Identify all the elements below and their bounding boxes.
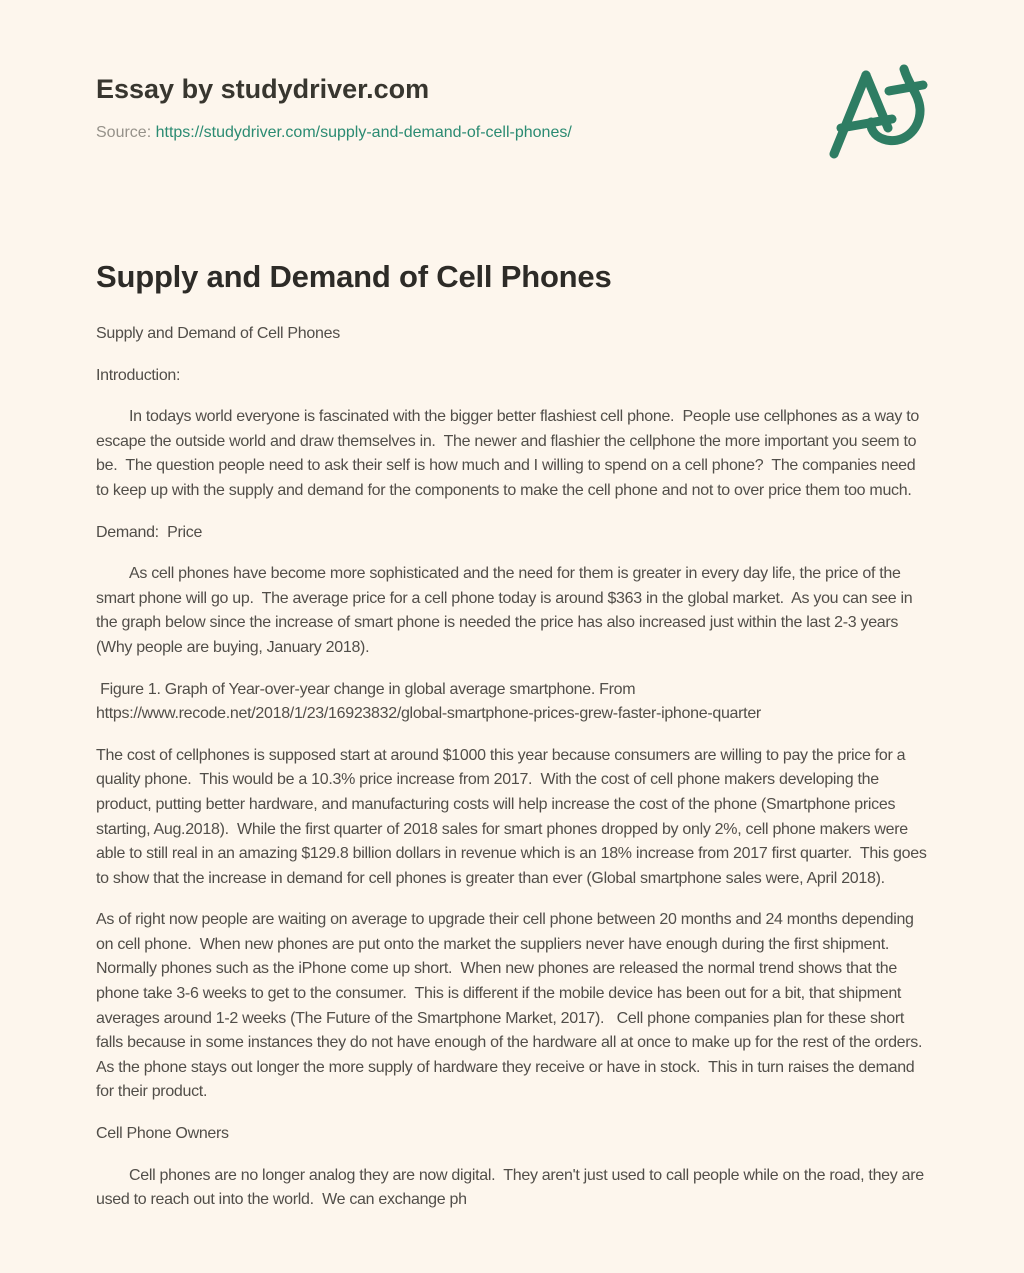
paragraph-cell-phone-owners: Cell phones are no longer analog they are now digital. They aren't just used to call people while on the road, they are used to reach out into the world. We can exchange ph (96, 1166, 929, 1209)
figure-caption (96, 678, 928, 727)
studydriver-logo (826, 62, 930, 164)
paragraph-demand-price: As cell phones have become more sophisticated and the need for them is greater in every day life, the price of the smart phone will go up. The average price for a cell phone today is around $363 in the global market. As you can see in the graph below since the increase of smart phone is needed the price has also increased just within the last 2-3 years (Why people are buying, January 2018). (96, 565, 917, 656)
section-heading-cell-phone-owners: Cell Phone Owners (96, 1125, 229, 1143)
paragraph-upgrade-cycle: As of right now people are waiting on average to upgrade their cell phone between 20 months and 24 months depending on cell phone. When new phones are put onto the market the suppliers never have enough during the first shipment. Normally phones such as the iPhone come up short. When new phones are released the normal trend shows that the phone take 3-6 weeks to get to the consumer. This is different if the mobile device has been out for a bit, that shipment averages around 1-2 weeks (The Future of the Smartphone Market, 2017). Cell phone companies plan for these short falls because in some instances they do not have enough of the hardware all at once to make up for the rest of the orders. As the phone stays out longer the more supply of hardware they receive or have in stock. This in turn raises the demand for their product. (96, 911, 930, 1101)
source-label: Source: (96, 124, 152, 141)
source-line (96, 121, 928, 145)
figure-source-url: https://www.recode.net/2018/1/23/16923832/global-smartphone-prices-grew-faster-iphone-quarter (96, 705, 761, 723)
source-link[interactable]: https://studydriver.com/supply-and-demand-of-cell-phones/ (155, 124, 572, 141)
figure-caption-text: Figure 1. Graph of Year-over-year change in global average smartphone. From (96, 680, 640, 698)
section-heading-introduction: Introduction: (96, 366, 181, 384)
essay-subtitle: Supply and Demand of Cell Phones (96, 325, 340, 342)
paragraph-cost-increase: The cost of cellphones is supposed start at around $1000 this year because consumers are willing to pay the price for a quality phone. This would be a 10.3% price increase from 2017. With the cost of cell phone makers developing the product, putting better hardware, and manufacturing costs will help increase the cost of the phone (Smartphone prices starting, Aug.2018). While the first quarter of 2018 sales for smart phones dropped by only 2%, cell phone makers were able to still real in an amazing $129.8 billion dollars in revenue which is an 18% increase from 2017 first quarter. This goes to show that the increase in demand for cell phones is greater than ever (Global smartphone sales were, April 2018). (96, 746, 931, 887)
essay-title: Supply and Demand of Cell Phones (96, 259, 612, 294)
section-heading-demand-price: Demand: Price (96, 523, 203, 541)
a-plus-icon (826, 62, 930, 164)
paragraph-introduction: In todays world everyone is fascinated with the bigger better flashiest cell phone. People use cellphones as a way to escape the outside world and draw themselves in. The newer and flashier the cellphone the more important you seem to be. The question people need to ask their self is how much and I willing to spend on a cell phone? The companies need to keep up with the supply and demand for the components to make the cell phone and not to over price them too much. (96, 408, 924, 499)
page-header-title: Essay by studydriver.com (96, 74, 430, 104)
